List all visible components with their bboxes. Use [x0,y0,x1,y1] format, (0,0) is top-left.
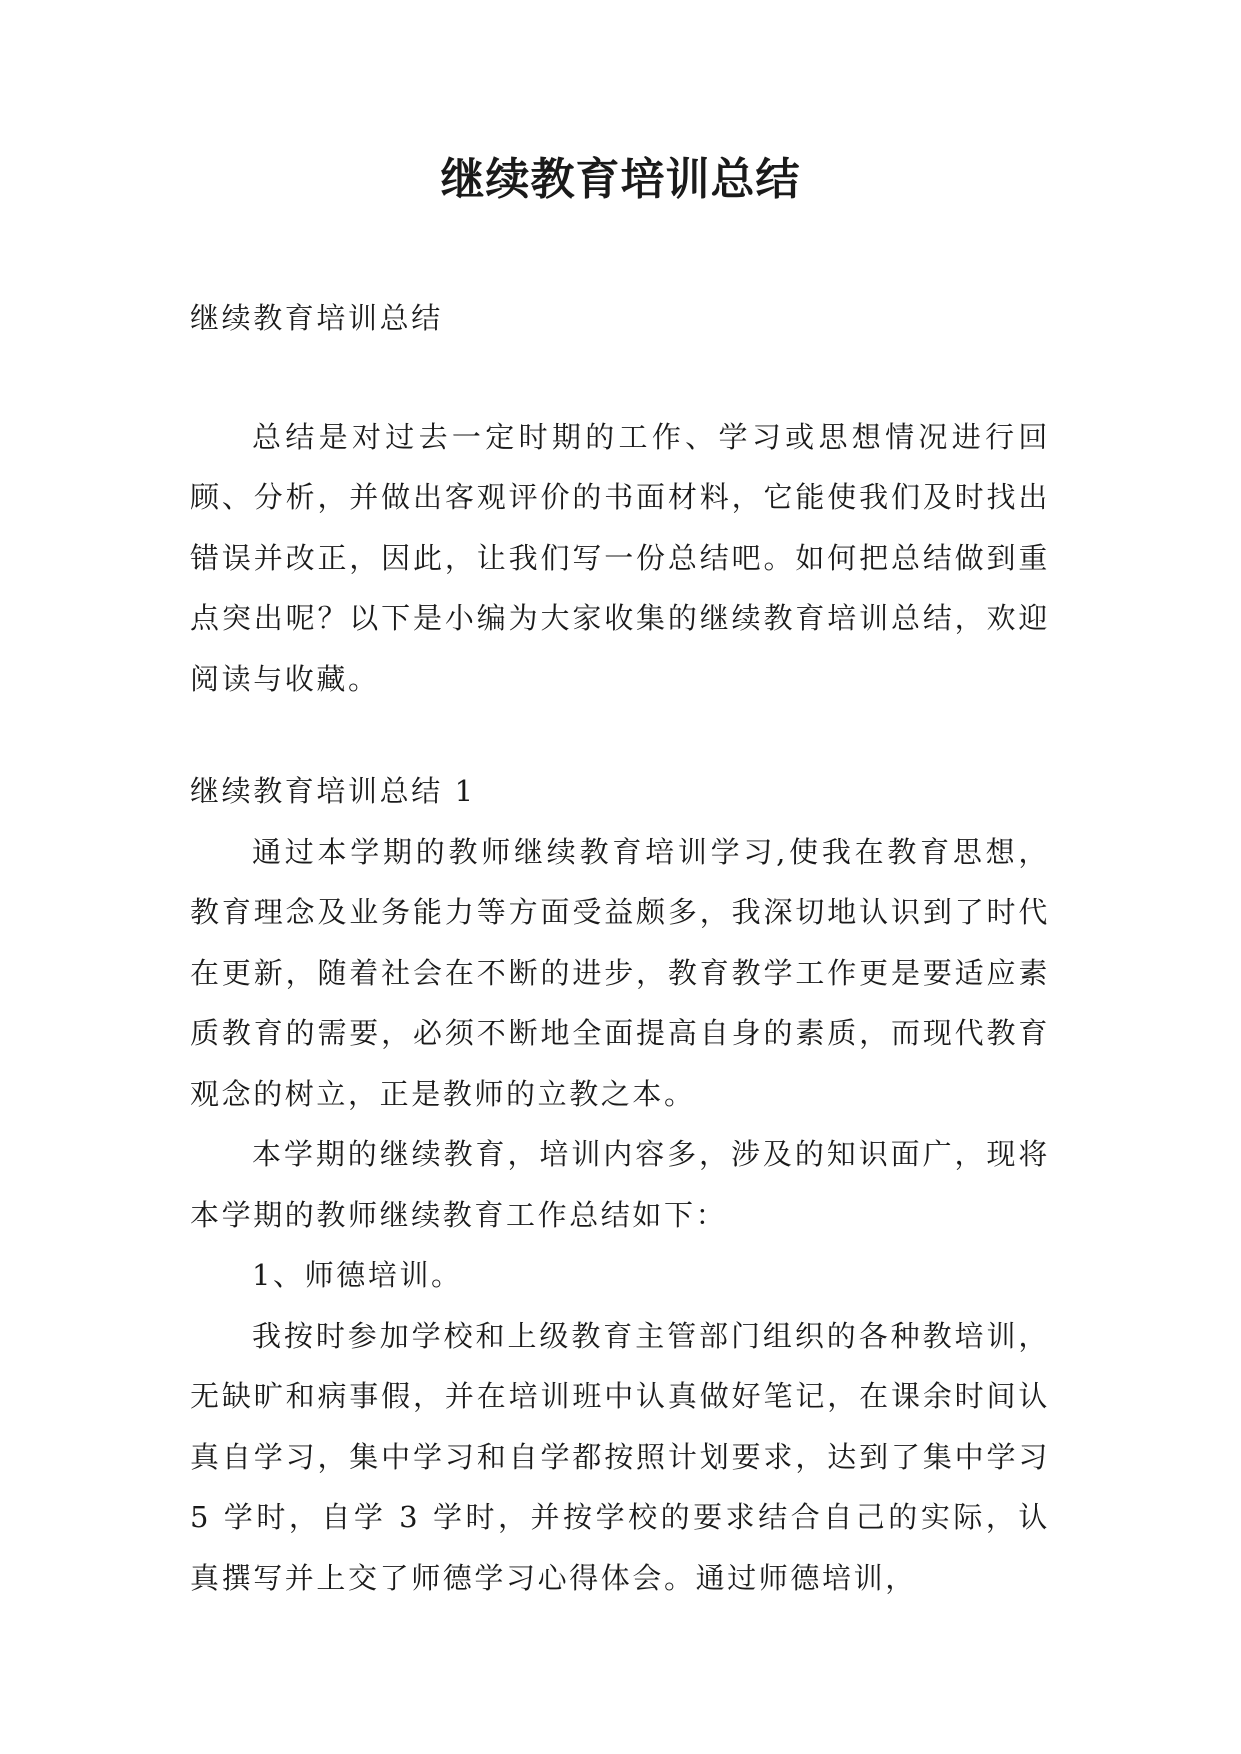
section-heading: 继续教育培训总结 1 [190,774,476,808]
list-item-heading: 1、师德培训。 [252,1258,463,1292]
spacer [190,709,1050,761]
body-paragraph: 通过本学期的教师继续教育培训学习,使我在教育思想，教育理念及业务能力等方面受益颇多，我深切地认识到了时代在更新，随着社会在不断的进步，教育教学工作更是要适应素质教育的需要，必须不断地全面提高自身的素质，而现代教育观念的树立，正是教师的立教之本。 [190,834,1050,1111]
intro-paragraph: 总结是对过去一定时期的工作、学习或思想情况进行回顾、分析，并做出客观评价的书面材料，它能使我们及时找出错误并改正，因此，让我们写一份总结吧。如何把总结做到重点突出呢？以下是小编为大家收集的继续教育培训总结，欢迎阅读与收藏。 [190,419,1050,696]
document-body [190,288,1050,1608]
document-title: 继续教育培训总结 [440,154,801,205]
body-paragraph: 本学期的继续教育，培训内容多，涉及的知识面广，现将本学期的教师继续教育工作总结如下： [190,1137,1050,1232]
body-paragraph: 我按时参加学校和上级教育主管部门组织的各种教培训，无缺旷和病事假，并在培训班中认真做好笔记，在课余时间认真自学习，集中学习和自学都按照计划要求，达到了集中学习 5 学时，自学 3 学时，并按学校的要求结合自己的实际，认真撰写并上交了师德学习心得体会。通过师德培训， [190,1318,1050,1595]
spacer [190,349,1050,407]
document-subtitle: 继续教育培训总结 [190,301,443,335]
